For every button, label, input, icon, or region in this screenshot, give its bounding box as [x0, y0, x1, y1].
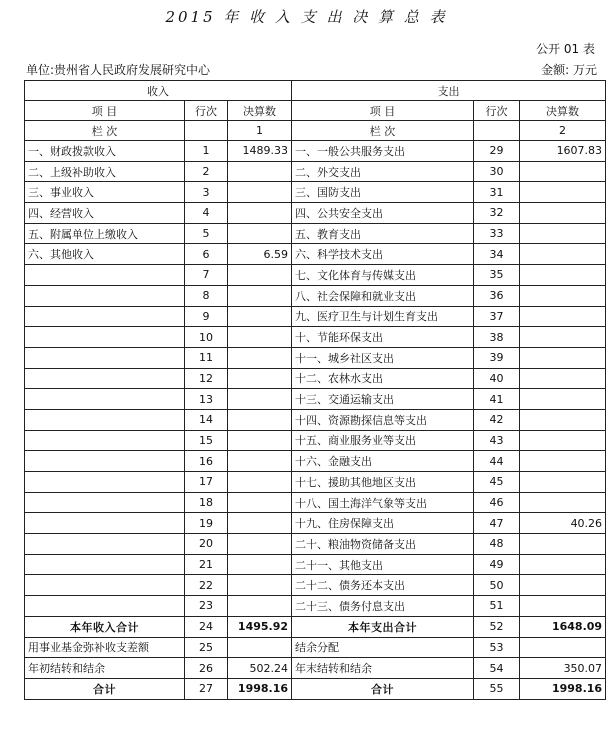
expense-item-cell: 十六、金融支出	[292, 451, 474, 472]
expense-amount-cell	[520, 223, 606, 244]
expense-item-cell: 本年支出合计	[292, 616, 474, 637]
expense-item-cell: 十九、住房保障支出	[292, 513, 474, 534]
expense-item-cell: 二十、粮油物资储备支出	[292, 534, 474, 555]
expense-rowno-cell: 43	[474, 430, 520, 451]
table-row	[25, 554, 606, 575]
expense-rowno-header: 行次	[474, 101, 520, 121]
expense-amount-cell	[520, 554, 606, 575]
income-rowno-cell: 16	[185, 451, 228, 472]
expense-amount-cell	[520, 182, 606, 203]
table-row	[25, 430, 606, 451]
expense-rowno-cell: 51	[474, 596, 520, 617]
income-column-number: 1	[228, 121, 292, 141]
income-item-cell	[25, 306, 185, 327]
expense-rowno-cell: 33	[474, 223, 520, 244]
income-rowno-cell: 10	[185, 327, 228, 348]
expense-item-cell: 四、公共安全支出	[292, 203, 474, 224]
expense-rowno-cell: 49	[474, 554, 520, 575]
expense-amount-cell: 40.26	[520, 513, 606, 534]
income-amount-cell	[228, 203, 292, 224]
expense-item-cell: 十五、商业服务业等支出	[292, 430, 474, 451]
income-rowno-header: 行次	[185, 101, 228, 121]
income-rowno-cell: 26	[185, 658, 228, 679]
expense-amount-cell	[520, 327, 606, 348]
income-amount-cell	[228, 182, 292, 203]
expense-item-cell: 十、节能环保支出	[292, 327, 474, 348]
table-row	[25, 327, 606, 348]
income-rowno-cell: 8	[185, 285, 228, 306]
table-row	[25, 492, 606, 513]
income-rowno-cell: 13	[185, 389, 228, 410]
expense-item-cell: 九、医疗卫生与计划生育支出	[292, 306, 474, 327]
column-index-row	[25, 121, 606, 141]
income-item-cell	[25, 575, 185, 596]
expense-section-header: 支出	[292, 81, 606, 101]
income-item-cell	[25, 596, 185, 617]
income-rowno-cell: 21	[185, 554, 228, 575]
expense-item-cell: 十八、国土海洋气象等支出	[292, 492, 474, 513]
expense-item-cell: 十七、援助其他地区支出	[292, 472, 474, 493]
table-row	[25, 141, 606, 162]
expense-amount-cell	[520, 285, 606, 306]
income-amount-cell	[228, 637, 292, 658]
income-amount-cell	[228, 430, 292, 451]
income-item-cell	[25, 409, 185, 430]
expense-item-cell: 十二、农林水支出	[292, 368, 474, 389]
income-rowno-cell: 20	[185, 534, 228, 555]
expense-rowno-cell: 46	[474, 492, 520, 513]
income-amount-cell	[228, 161, 292, 182]
table-row	[25, 265, 606, 286]
income-amount-cell	[228, 472, 292, 493]
income-amount-cell: 6.59	[228, 244, 292, 265]
expense-amount-cell	[520, 492, 606, 513]
expense-rowno-cell: 47	[474, 513, 520, 534]
income-item-cell	[25, 430, 185, 451]
income-item-cell	[25, 389, 185, 410]
table-row	[25, 368, 606, 389]
expense-rowno-cell: 30	[474, 161, 520, 182]
column-header-row	[25, 101, 606, 121]
income-amount-cell	[228, 223, 292, 244]
table-row	[25, 534, 606, 555]
income-rowno-cell: 3	[185, 182, 228, 203]
income-amount-cell: 1495.92	[228, 616, 292, 637]
table-row	[25, 223, 606, 244]
income-amount-cell	[228, 596, 292, 617]
expense-rowno-cell: 40	[474, 368, 520, 389]
expense-item-cell: 十一、城乡社区支出	[292, 347, 474, 368]
summary-row	[25, 678, 606, 699]
expense-item-cell: 三、国防支出	[292, 182, 474, 203]
expense-amount-cell	[520, 637, 606, 658]
expense-amount-header: 决算数	[520, 101, 606, 121]
table-row	[25, 472, 606, 493]
income-item-cell	[25, 513, 185, 534]
expense-item-cell: 十三、交通运输支出	[292, 389, 474, 410]
table-row	[25, 306, 606, 327]
income-rowno-cell: 23	[185, 596, 228, 617]
income-item-cell	[25, 534, 185, 555]
expense-rowno-cell: 48	[474, 534, 520, 555]
income-rowno-cell: 12	[185, 368, 228, 389]
expense-amount-cell: 1607.83	[520, 141, 606, 162]
expense-rowno-cell: 52	[474, 616, 520, 637]
expense-amount-cell	[520, 451, 606, 472]
expense-amount-cell	[520, 161, 606, 182]
table-row	[25, 513, 606, 534]
income-item-cell: 一、财政拨款收入	[25, 141, 185, 162]
expense-amount-cell	[520, 430, 606, 451]
income-item-cell	[25, 285, 185, 306]
summary-row	[25, 637, 606, 658]
expense-item-cell: 二十三、债务付息支出	[292, 596, 474, 617]
expense-rowno-cell: 29	[474, 141, 520, 162]
expense-rowno-cell: 32	[474, 203, 520, 224]
income-amount-cell: 1489.33	[228, 141, 292, 162]
income-amount-cell	[228, 327, 292, 348]
expense-rowno-cell: 45	[474, 472, 520, 493]
income-amount-header: 决算数	[228, 101, 292, 121]
income-column-label: 栏 次	[25, 121, 185, 141]
income-item-cell: 年初结转和结余	[25, 658, 185, 679]
expense-item-cell: 五、教育支出	[292, 223, 474, 244]
summary-row	[25, 658, 606, 679]
table-row	[25, 409, 606, 430]
expense-rowno-cell: 34	[474, 244, 520, 265]
income-amount-cell	[228, 554, 292, 575]
expense-amount-cell	[520, 389, 606, 410]
expense-rowno-cell: 50	[474, 575, 520, 596]
income-rowno-cell: 18	[185, 492, 228, 513]
expense-amount-cell	[520, 244, 606, 265]
expense-rowno-cell: 39	[474, 347, 520, 368]
income-rowno-cell: 27	[185, 678, 228, 699]
table-row	[25, 347, 606, 368]
income-amount-cell	[228, 285, 292, 306]
expense-item-cell: 二、外交支出	[292, 161, 474, 182]
expense-amount-cell	[520, 265, 606, 286]
expense-amount-cell	[520, 575, 606, 596]
amount-unit: 金额: 万元	[541, 63, 597, 77]
expense-column-number: 2	[520, 121, 606, 141]
income-rowno-cell: 15	[185, 430, 228, 451]
expense-amount-cell: 1648.09	[520, 616, 606, 637]
income-rowno-cell: 11	[185, 347, 228, 368]
expense-rowno-cell: 54	[474, 658, 520, 679]
income-section-header: 收入	[25, 81, 292, 101]
income-item-cell	[25, 327, 185, 348]
expense-item-header: 项 目	[292, 101, 474, 121]
income-rowno-cell: 9	[185, 306, 228, 327]
income-rowno-cell: 22	[185, 575, 228, 596]
expense-item-cell: 七、文化体育与传媒支出	[292, 265, 474, 286]
expense-amount-cell	[520, 347, 606, 368]
income-amount-cell	[228, 513, 292, 534]
expense-item-cell: 合计	[292, 678, 474, 699]
income-item-cell: 合计	[25, 678, 185, 699]
income-rowno-cell: 6	[185, 244, 228, 265]
income-rowno-cell: 19	[185, 513, 228, 534]
expense-item-cell: 八、社会保障和就业支出	[292, 285, 474, 306]
income-item-cell: 三、事业收入	[25, 182, 185, 203]
expense-amount-cell: 1998.16	[520, 678, 606, 699]
income-item-cell: 本年收入合计	[25, 616, 185, 637]
reporting-unit: 单位:贵州省人民政府发展研究中心	[26, 63, 211, 77]
income-amount-cell	[228, 409, 292, 430]
income-amount-cell	[228, 265, 292, 286]
income-rowno-cell: 1	[185, 141, 228, 162]
income-rowno-cell: 7	[185, 265, 228, 286]
income-amount-cell	[228, 306, 292, 327]
table-row	[25, 285, 606, 306]
expense-rowno-cell: 41	[474, 389, 520, 410]
income-item-cell	[25, 368, 185, 389]
expense-amount-cell: 350.07	[520, 658, 606, 679]
income-amount-cell	[228, 389, 292, 410]
table-row	[25, 244, 606, 265]
expense-rowno-cell: 42	[474, 409, 520, 430]
income-amount-cell	[228, 451, 292, 472]
income-item-cell	[25, 265, 185, 286]
income-item-cell: 用事业基金弥补收支差额	[25, 637, 185, 658]
income-rowno-cell: 2	[185, 161, 228, 182]
income-item-cell: 四、经营收入	[25, 203, 185, 224]
income-item-cell: 六、其他收入	[25, 244, 185, 265]
income-rowno-cell: 4	[185, 203, 228, 224]
income-item-cell	[25, 347, 185, 368]
expense-amount-cell	[520, 472, 606, 493]
expense-amount-cell	[520, 409, 606, 430]
table-row	[25, 575, 606, 596]
expense-item-cell: 六、科学技术支出	[292, 244, 474, 265]
expense-rowno-cell: 55	[474, 678, 520, 699]
expense-amount-cell	[520, 368, 606, 389]
expense-rowno-cell: 35	[474, 265, 520, 286]
expense-item-cell: 二十二、债务还本支出	[292, 575, 474, 596]
table-row	[25, 182, 606, 203]
income-amount-cell	[228, 534, 292, 555]
summary-row	[25, 616, 606, 637]
expense-rowno-cell: 36	[474, 285, 520, 306]
income-amount-cell	[228, 575, 292, 596]
report-table	[24, 80, 606, 700]
income-amount-cell	[228, 368, 292, 389]
income-column-blank	[185, 121, 228, 141]
income-rowno-cell: 25	[185, 637, 228, 658]
table-row	[25, 161, 606, 182]
income-item-header: 项 目	[25, 101, 185, 121]
table-row	[25, 596, 606, 617]
income-rowno-cell: 14	[185, 409, 228, 430]
page-title: 2015 年 收 入 支 出 决 算 总 表	[165, 8, 448, 26]
income-item-cell	[25, 451, 185, 472]
income-rowno-cell: 24	[185, 616, 228, 637]
expense-item-cell: 一、一般公共服务支出	[292, 141, 474, 162]
expense-rowno-cell: 53	[474, 637, 520, 658]
expense-rowno-cell: 44	[474, 451, 520, 472]
table-row	[25, 451, 606, 472]
income-amount-cell	[228, 492, 292, 513]
income-item-cell: 二、上级补助收入	[25, 161, 185, 182]
expense-rowno-cell: 37	[474, 306, 520, 327]
income-item-cell	[25, 492, 185, 513]
income-item-cell: 五、附属单位上缴收入	[25, 223, 185, 244]
expense-item-cell: 年末结转和结余	[292, 658, 474, 679]
expense-item-cell: 结余分配	[292, 637, 474, 658]
form-code: 公开 01 表	[536, 42, 595, 56]
expense-column-blank	[474, 121, 520, 141]
expense-amount-cell	[520, 306, 606, 327]
expense-item-cell: 二十一、其他支出	[292, 554, 474, 575]
table-row	[25, 203, 606, 224]
table-row	[25, 389, 606, 410]
income-rowno-cell: 17	[185, 472, 228, 493]
expense-item-cell: 十四、资源勘探信息等支出	[292, 409, 474, 430]
expense-rowno-cell: 38	[474, 327, 520, 348]
income-rowno-cell: 5	[185, 223, 228, 244]
expense-rowno-cell: 31	[474, 182, 520, 203]
expense-amount-cell	[520, 596, 606, 617]
income-amount-cell: 1998.16	[228, 678, 292, 699]
expense-amount-cell	[520, 203, 606, 224]
income-item-cell	[25, 472, 185, 493]
section-header-row	[25, 81, 606, 101]
expense-column-label: 栏 次	[292, 121, 474, 141]
income-amount-cell	[228, 347, 292, 368]
income-amount-cell: 502.24	[228, 658, 292, 679]
income-item-cell	[25, 554, 185, 575]
expense-amount-cell	[520, 534, 606, 555]
